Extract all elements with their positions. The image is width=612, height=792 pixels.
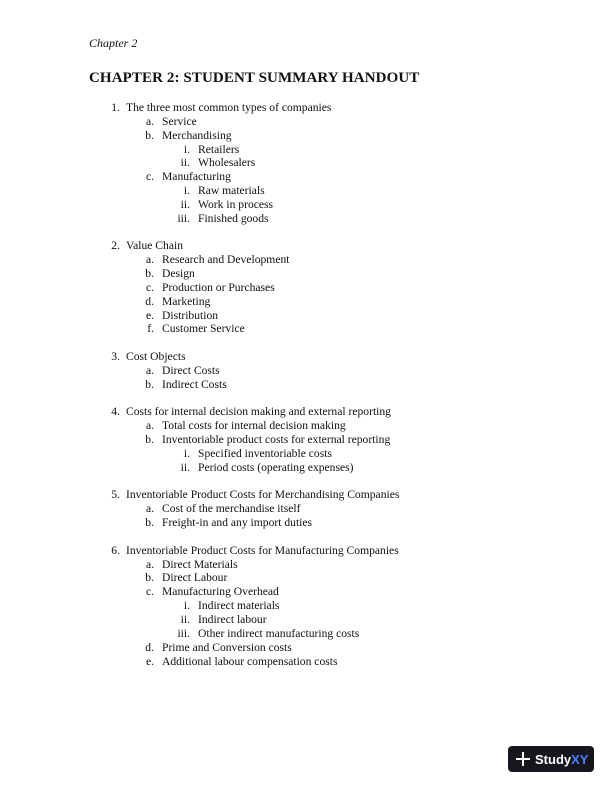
list-marker: e.	[145, 654, 154, 668]
list-item-text: Distribution	[162, 308, 219, 322]
list-marker: 1.	[111, 101, 120, 114]
outline-item-level-2	[0, 170, 612, 184]
list-marker: i.	[183, 446, 190, 460]
list-marker: i.	[183, 142, 190, 156]
outline-item-level-3	[0, 447, 612, 461]
list-item-text: Finished goods	[198, 211, 269, 225]
list-item-text: Direct Labour	[162, 571, 228, 585]
list-item-text: Wholesalers	[198, 156, 256, 170]
list-item-text: Indirect labour	[198, 612, 267, 626]
outline-item-level-2	[0, 267, 612, 281]
list-marker: a.	[145, 114, 154, 128]
list-marker: a.	[145, 502, 154, 516]
list-item-text: Inventoriable Product Costs for Merchandising Companies	[126, 488, 400, 502]
outline-item-level-2	[0, 558, 612, 572]
outline-item-level-3	[0, 156, 612, 170]
list-item-text: Freight-in and any import duties	[162, 516, 313, 530]
outline-section	[0, 544, 612, 669]
list-item-text: Other indirect manufacturing costs	[198, 626, 360, 640]
studyxy-badge[interactable]	[508, 746, 594, 772]
list-item-text: Value Chain	[126, 239, 183, 253]
outline-item-level-2	[0, 378, 612, 392]
list-marker: c.	[145, 585, 154, 599]
list-item-text: Inventoriable Product Costs for Manufacturing Companies	[126, 543, 399, 557]
list-marker: f.	[147, 322, 154, 336]
list-marker: a.	[145, 419, 154, 433]
badge-brand-accent: XY	[571, 751, 589, 767]
outline-item-level-1	[0, 405, 612, 419]
list-marker: a.	[145, 363, 154, 377]
outline-item-level-2	[0, 129, 612, 143]
outline-section	[0, 239, 612, 336]
outline-item-level-2	[0, 295, 612, 309]
list-marker: d.	[145, 640, 154, 654]
list-item-text: Period costs (operating expenses)	[198, 460, 354, 474]
outline-item-level-2	[0, 253, 612, 267]
summary-outline	[0, 101, 612, 682]
outline-section	[0, 101, 612, 226]
outline-item-level-3	[0, 461, 612, 475]
outline-item-level-2	[0, 502, 612, 516]
outline-item-level-3	[0, 184, 612, 198]
list-item-text: Raw materials	[198, 184, 265, 198]
outline-section	[0, 350, 612, 392]
list-marker: iii.	[177, 211, 190, 225]
list-marker: b.	[145, 571, 154, 585]
outline-item-level-2	[0, 585, 612, 599]
outline-item-level-2	[0, 364, 612, 378]
outline-section	[0, 405, 612, 474]
list-item-text: Cost of the merchandise itself	[162, 502, 301, 516]
list-marker: c.	[145, 170, 154, 184]
list-item-text: Customer Service	[162, 322, 245, 336]
list-marker: c.	[145, 280, 154, 294]
list-item-text: Merchandising	[162, 128, 232, 142]
list-item-text: Production or Purchases	[162, 280, 275, 294]
list-item-text: Specified inventoriable costs	[198, 446, 332, 460]
list-marker: b.	[145, 267, 154, 281]
list-marker: ii.	[180, 197, 190, 211]
list-marker: 5.	[111, 488, 120, 502]
page-title: CHAPTER 2: STUDENT SUMMARY HANDOUT	[89, 70, 420, 86]
outline-item-level-2	[0, 322, 612, 336]
list-marker: ii.	[180, 156, 190, 170]
outline-item-level-1	[0, 488, 612, 502]
outline-item-level-3	[0, 212, 612, 226]
outline-item-level-3	[0, 599, 612, 613]
list-marker: b.	[145, 516, 154, 530]
list-marker: e.	[145, 308, 154, 322]
list-item-text: Retailers	[198, 142, 240, 156]
list-marker: i.	[183, 184, 190, 198]
list-item-text: Inventoriable product costs for external reporting	[162, 433, 391, 447]
list-item-text: Direct Materials	[162, 557, 238, 571]
list-item-text: Marketing	[162, 294, 211, 308]
outline-item-level-2	[0, 433, 612, 447]
list-marker: 3.	[111, 350, 120, 364]
outline-item-level-3	[0, 627, 612, 641]
list-item-text: Indirect materials	[198, 599, 280, 613]
list-marker: 4.	[111, 405, 120, 419]
list-marker: 6.	[111, 543, 120, 557]
outline-item-level-2	[0, 516, 612, 530]
outline-item-level-2	[0, 115, 612, 129]
list-item-text: Indirect Costs	[162, 377, 227, 391]
list-marker: b.	[145, 128, 154, 142]
list-item-text: The three most common types of companies	[126, 101, 332, 114]
outline-item-level-1	[0, 239, 612, 253]
outline-item-level-2	[0, 309, 612, 323]
list-marker: ii.	[180, 460, 190, 474]
list-item-text: Total costs for internal decision making	[162, 419, 346, 433]
list-item-text: Service	[162, 114, 197, 128]
outline-item-level-2	[0, 281, 612, 295]
outline-item-level-1	[0, 350, 612, 364]
list-marker: a.	[145, 253, 154, 267]
badge-brand-main: Study	[535, 751, 572, 767]
list-item-text: Additional labour compensation costs	[162, 654, 338, 668]
outline-item-level-2	[0, 655, 612, 669]
outline-section	[0, 488, 612, 530]
list-marker: d.	[145, 294, 154, 308]
outline-item-level-1	[0, 544, 612, 558]
outline-item-level-2	[0, 571, 612, 585]
list-item-text: Manufacturing Overhead	[162, 585, 279, 599]
list-marker: b.	[145, 377, 154, 391]
list-item-text: Direct Costs	[162, 363, 220, 377]
list-item-text: Work in process	[198, 197, 274, 211]
list-marker: a.	[145, 557, 154, 571]
outline-item-level-1	[0, 101, 612, 115]
list-item-text: Prime and Conversion costs	[162, 640, 292, 654]
outline-item-level-3	[0, 143, 612, 157]
list-marker: i.	[183, 599, 190, 613]
list-item-text: Cost Objects	[126, 350, 186, 364]
outline-item-level-3	[0, 198, 612, 212]
list-marker: iii.	[177, 626, 190, 640]
list-marker: ii.	[180, 612, 190, 626]
outline-item-level-2	[0, 641, 612, 655]
outline-item-level-2	[0, 419, 612, 433]
list-item-text: Design	[162, 267, 195, 281]
list-marker: 2.	[111, 239, 120, 253]
running-head: Chapter 2	[89, 36, 138, 50]
list-marker: b.	[145, 433, 154, 447]
list-item-text: Manufacturing	[162, 170, 231, 184]
outline-item-level-3	[0, 613, 612, 627]
plus-icon	[516, 752, 530, 766]
list-item-text: Costs for internal decision making and external reporting	[126, 405, 391, 419]
list-item-text: Research and Development	[162, 253, 290, 267]
